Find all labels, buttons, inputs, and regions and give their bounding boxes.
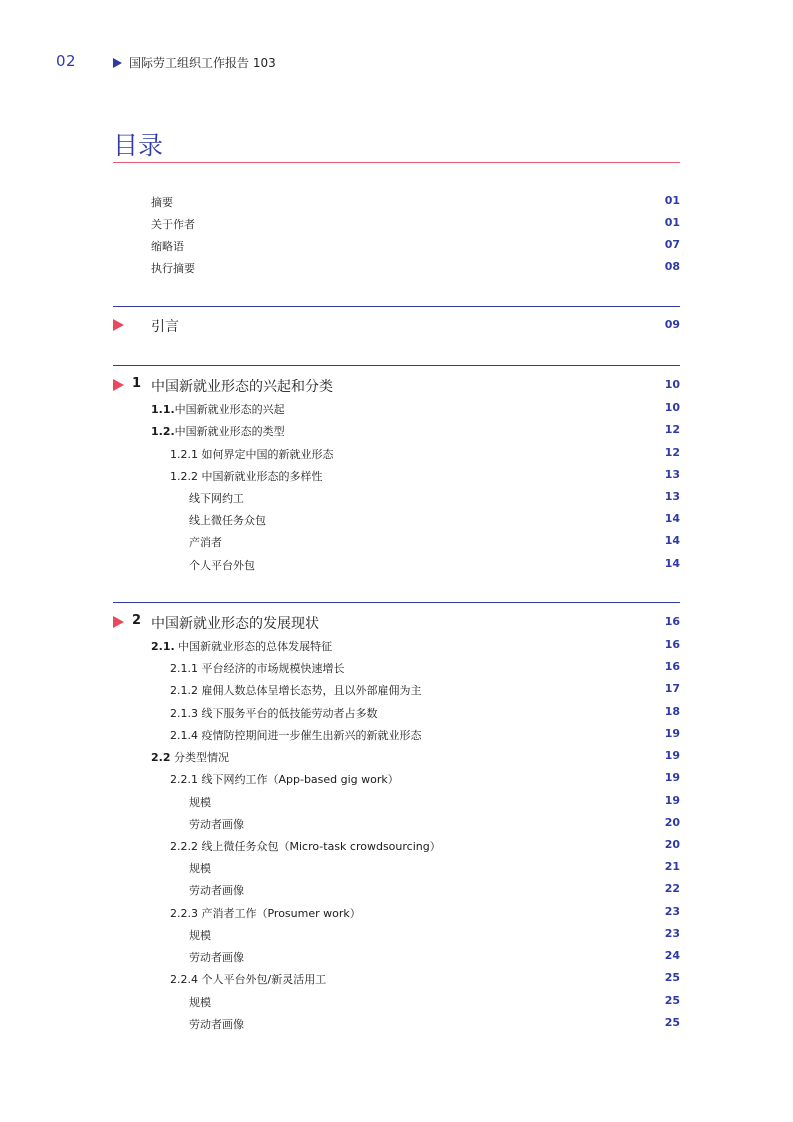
section-title: 中国新就业形态的兴起 [174, 403, 285, 416]
toc-entry-worker-profile[interactable] [113, 1016, 680, 1036]
toc-entry-chapter-2[interactable] [113, 613, 680, 633]
toc-entry-label: 2.1.1 平台经济的市场规模快速增长 [170, 662, 345, 675]
toc-entry-page: 10 [664, 378, 680, 391]
section-rule [113, 365, 680, 366]
toc-entry-label: 线下网约工 [189, 492, 244, 505]
toc-entry-page: 12 [664, 423, 680, 436]
toc-entry-label: 中国新就业形态的发展现状 [151, 616, 319, 632]
toc-entry-label: 2.2.2 线上微任务众包（Micro-task crowdsourcing） [170, 840, 441, 853]
toc-entry-scale[interactable] [113, 860, 680, 880]
toc-entry-label: 引言 [151, 319, 179, 335]
page-number: 02 [56, 52, 77, 70]
toc-entry-label: 规模 [189, 929, 211, 942]
toc-entry-page: 13 [664, 468, 680, 481]
toc-entry-worker-profile[interactable] [113, 949, 680, 969]
toc-entry-2-1-1[interactable] [113, 660, 680, 680]
toc-entry-1-2-1[interactable] [113, 446, 680, 466]
toc-entry-offline-gig[interactable] [113, 490, 680, 510]
section-number: 1.1. [151, 403, 175, 416]
title-rule [113, 162, 680, 163]
toc-entry-individual-outsourcing[interactable] [113, 557, 680, 577]
toc-entry-page: 22 [664, 882, 680, 895]
toc-entry-worker-profile[interactable] [113, 882, 680, 902]
toc-entry-page: 20 [664, 816, 680, 829]
toc-entry-scale[interactable] [113, 927, 680, 947]
section-number: 2.2 [151, 751, 171, 764]
toc-entry-label [151, 638, 332, 654]
toc-entry-page: 09 [664, 318, 680, 331]
toc-entry-1-2-2[interactable] [113, 468, 680, 488]
toc-entry-introduction[interactable] [113, 316, 680, 336]
toc-entry-worker-profile[interactable] [113, 816, 680, 836]
toc-entry-page: 25 [664, 994, 680, 1007]
toc-entry-page: 19 [664, 727, 680, 740]
toc-entry-chapter-1[interactable] [113, 376, 680, 396]
toc-entry-2-1-4[interactable] [113, 727, 680, 747]
toc-entry-page: 01 [664, 194, 680, 207]
toc-entry-label: 2.1.2 雇佣人数总体呈增长态势，且以外部雇佣为主 [170, 684, 422, 697]
section-rule [113, 306, 680, 307]
toc-entry-page: 12 [664, 446, 680, 459]
toc-entry-page: 19 [664, 771, 680, 784]
toc-entry-label: 2.2.1 线下网约工作（App-based gig work） [170, 773, 399, 786]
section-title: 中国新就业形态的总体发展特征 [174, 640, 333, 653]
toc-entry-label: 中国新就业形态的兴起和分类 [151, 379, 333, 395]
toc-entry-prosumer[interactable] [113, 534, 680, 554]
toc-entry-label: 缩略语 [151, 240, 184, 253]
toc-entry-page: 16 [664, 660, 680, 673]
running-header-title: 国际劳工组织工作报告 103 [129, 56, 276, 70]
toc-entry-abbreviations[interactable] [113, 238, 680, 258]
toc-entry-online-microtask[interactable] [113, 512, 680, 532]
toc-entry-page: 10 [664, 401, 680, 414]
toc-entry-scale[interactable] [113, 794, 680, 814]
toc-entry-2-1[interactable] [113, 638, 680, 658]
toc-entry-label: 劳动者画像 [189, 884, 244, 897]
section-rule [113, 602, 680, 603]
toc-entry-page: 25 [664, 1016, 680, 1029]
toc-entry-scale[interactable] [113, 994, 680, 1014]
toc-entry-label: 2.1.3 线下服务平台的低技能劳动者占多数 [170, 707, 378, 720]
toc-entry-label [151, 401, 285, 417]
toc-entry-label: 规模 [189, 862, 211, 875]
toc-entry-label: 规模 [189, 796, 211, 809]
toc-entry-2-2-3[interactable] [113, 905, 680, 925]
toc-entry-2-1-3[interactable] [113, 705, 680, 725]
toc-entry-page: 24 [664, 949, 680, 962]
toc-entry-page: 23 [664, 905, 680, 918]
toc-entry-page: 16 [664, 638, 680, 651]
toc-entry-page: 14 [664, 557, 680, 570]
toc-entry-label: 2.1.4 疫情防控期间进一步催生出新兴的新就业形态 [170, 729, 422, 742]
triangle-marker-icon [113, 379, 124, 391]
toc-entry-page: 25 [664, 971, 680, 984]
chapter-number: 1 [132, 376, 142, 391]
toc-entry-page: 20 [664, 838, 680, 851]
toc-entry-authors[interactable] [113, 216, 680, 236]
toc-entry-1-1[interactable] [113, 401, 680, 421]
section-title: 分类型情况 [170, 751, 229, 764]
section-number: 1.2. [151, 425, 175, 438]
toc-entry-executive-summary[interactable] [113, 260, 680, 280]
toc-title: 目录 [113, 131, 164, 160]
toc-entry-2-2-4[interactable] [113, 971, 680, 991]
toc-entry-label: 个人平台外包 [189, 559, 255, 572]
toc-entry-label: 线上微任务众包 [189, 514, 266, 527]
running-header [113, 54, 276, 71]
toc-entry-label: 劳动者画像 [189, 818, 244, 831]
toc-entry-page: 18 [664, 705, 680, 718]
toc-entry-label: 劳动者画像 [189, 1018, 244, 1031]
toc-entry-label: 摘要 [151, 196, 173, 209]
toc-entry-page: 17 [664, 682, 680, 695]
toc-entry-label: 产消者 [189, 536, 222, 549]
toc-entry-page: 08 [664, 260, 680, 273]
toc-entry-2-1-2[interactable] [113, 682, 680, 702]
toc-entry-page: 16 [664, 615, 680, 628]
toc-entry-2-2-2[interactable] [113, 838, 680, 858]
chapter-number: 2 [132, 613, 142, 628]
toc-entry-page: 07 [664, 238, 680, 251]
toc-entry-1-2[interactable] [113, 423, 680, 443]
toc-entry-label: 1.2.2 中国新就业形态的多样性 [170, 470, 323, 483]
section-title: 中国新就业形态的类型 [174, 425, 285, 438]
toc-entry-label: 执行摘要 [151, 262, 195, 275]
toc-entry-label: 2.2.4 个人平台外包/新灵活用工 [170, 973, 327, 986]
toc-entry-page: 14 [664, 512, 680, 525]
toc-entry-label: 2.2.3 产消者工作（Prosumer work） [170, 907, 361, 920]
toc-entry-label: 劳动者画像 [189, 951, 244, 964]
toc-entry-page: 23 [664, 927, 680, 940]
triangle-marker-icon [113, 319, 124, 331]
toc-entry-page: 13 [664, 490, 680, 503]
toc-entry-label: 关于作者 [151, 218, 195, 231]
toc-entry-page: 19 [664, 749, 680, 762]
toc-entry-page: 19 [664, 794, 680, 807]
toc-entry-abstract[interactable] [113, 194, 680, 214]
toc-entry-2-2-1[interactable] [113, 771, 680, 791]
section-number: 2.1. [151, 640, 175, 653]
triangle-bullet-icon [113, 58, 122, 68]
toc-entry-label: 1.2.1 如何界定中国的新就业形态 [170, 448, 334, 461]
toc-entry-label: 规模 [189, 996, 211, 1009]
toc-entry-2-2[interactable] [113, 749, 680, 769]
triangle-marker-icon [113, 616, 124, 628]
toc-entry-label [151, 423, 285, 439]
toc-entry-page: 14 [664, 534, 680, 547]
toc-entry-page: 01 [664, 216, 680, 229]
toc-entry-page: 21 [664, 860, 680, 873]
toc-entry-label [151, 749, 229, 765]
